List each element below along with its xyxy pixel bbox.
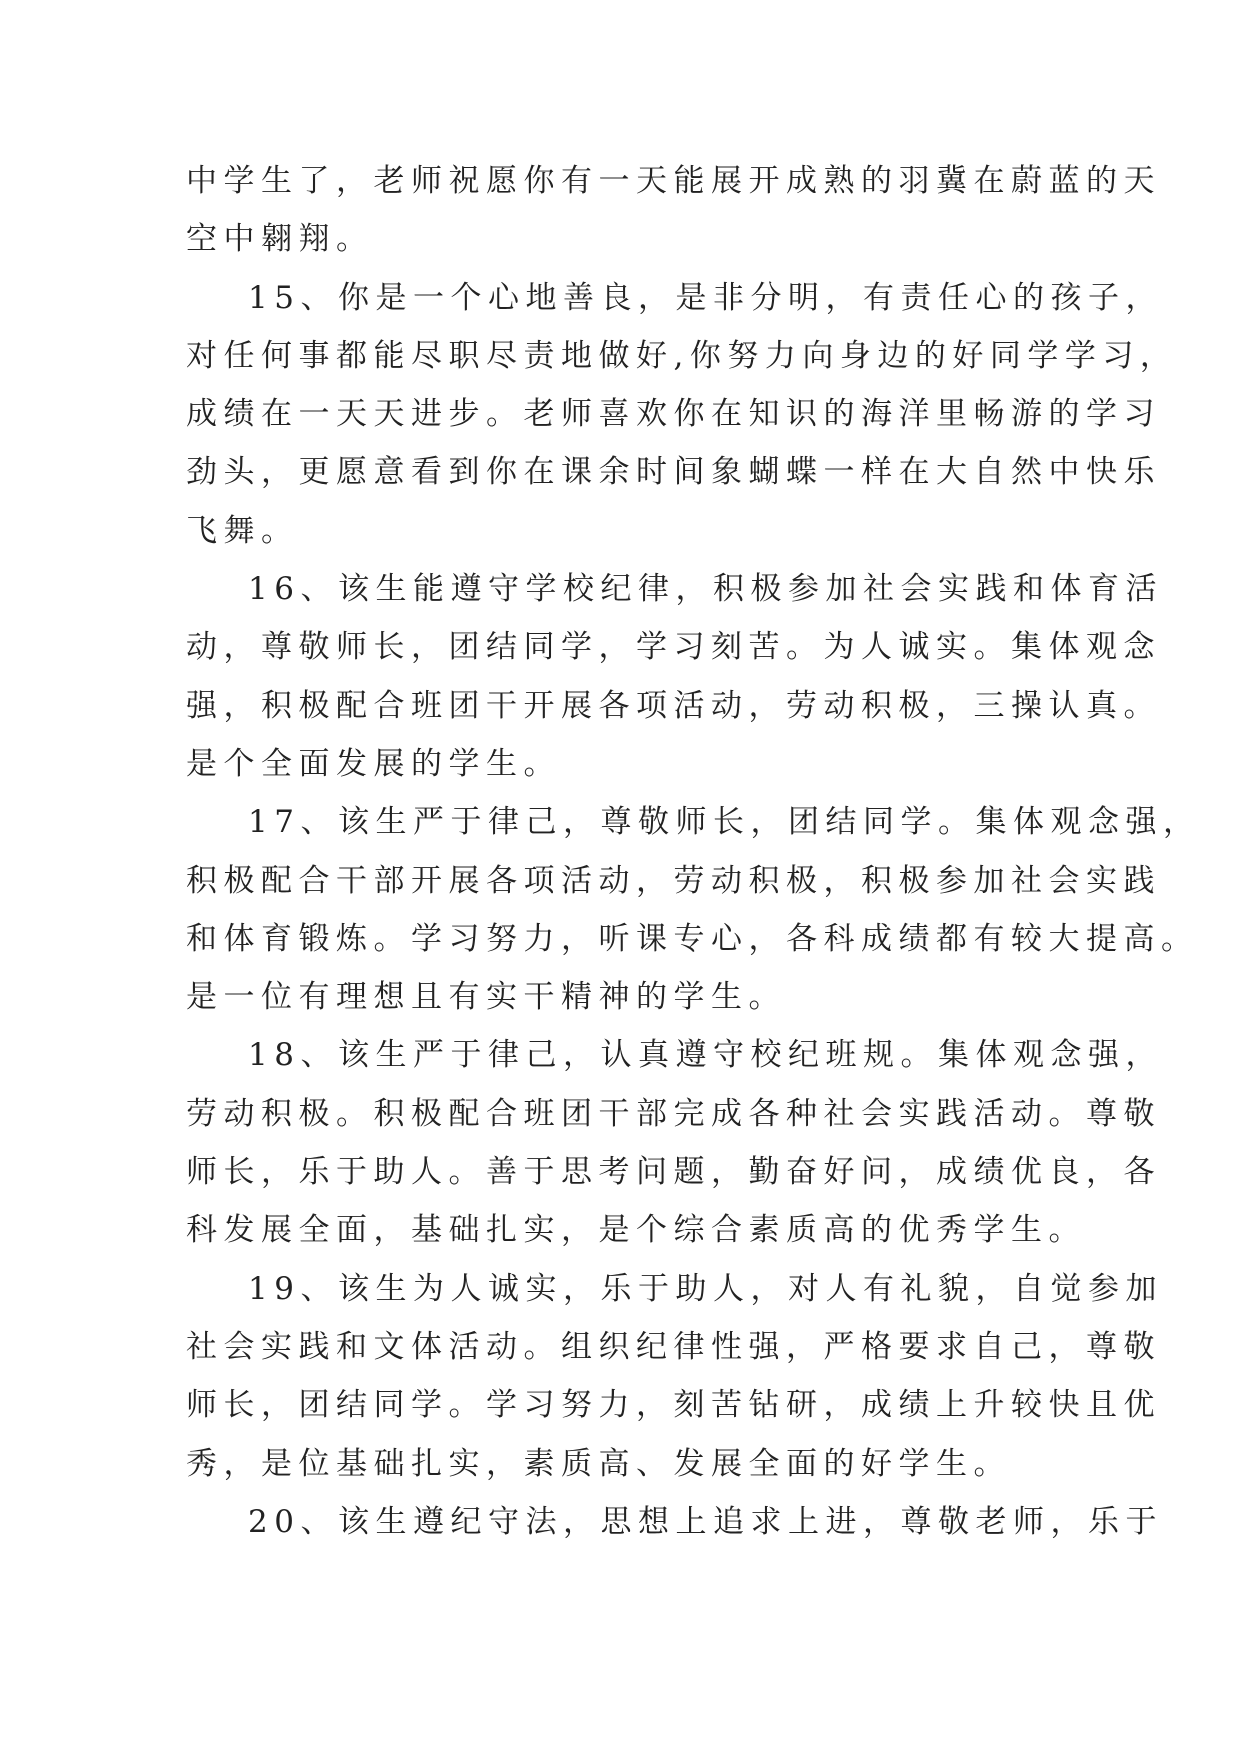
text-line: 19、该生为人诚实，乐于助人，对人有礼貌，自觉参加 [248,1270,1163,1307]
text-line: 中学生了，老师祝愿你有一天能展开成熟的羽冀在蔚蓝的天 [186,163,1161,199]
text-line: 师长，团结同学。学习努力，刻苦钻研，成绩上升较快且优 [186,1387,1161,1424]
text-line: 师长，乐于助人。善于思考问题，勤奋好问，成绩优良，各 [186,1154,1161,1191]
text-line: 秀，是位基础扎实，素质高、发展全面的好学生。 [186,1445,1011,1482]
text-line: 社会实践和文体活动。组织纪律性强，严格要求自己，尊敬 [186,1328,1161,1365]
text-line: 强，积极配合班团干开展各项活动，劳动积极，三操认真。 [186,687,1161,724]
text-line: 劲头，更愿意看到你在课余时间象蝴蝶一样在大自然中快乐 [186,454,1161,491]
text-line: 和体育锻炼。学习努力，听课专心，各科成绩都有较大提高。 [186,920,1199,957]
text-line: 劳动积极。积极配合班团干部完成各种社会实践活动。尊敬 [186,1095,1161,1132]
text-line: 15、你是一个心地善良，是非分明，有责任心的孩子， [248,279,1163,316]
text-line: 动，尊敬师长，团结同学，学习刻苦。为人诚实。集体观念 [186,629,1161,666]
text-line: 18、该生严于律己，认真遵守校纪班规。集体观念强， [248,1037,1163,1074]
text-line: 飞舞。 [186,512,299,549]
text-line: 20、该生遵纪守法，思想上追求上进，尊敬老师，乐于 [248,1503,1163,1540]
text-line: 空中翱翔。 [186,221,374,258]
text-line: 积极配合干部开展各项活动，劳动积极，积极参加社会实践 [186,862,1161,899]
document-body [186,152,1201,1551]
text-line: 成绩在一天天进步。老师喜欢你在知识的海洋里畅游的学习 [186,396,1161,433]
text-line: 是个全面发展的学生。 [186,745,561,782]
text-line: 16、该生能遵守学校纪律，积极参加社会实践和体育活 [248,571,1163,608]
text-line: 对任何事都能尽职尽责地做好,你努力向身边的好同学学习， [186,337,1178,374]
text-line: 是一位有理想且有实干精神的学生。 [186,979,786,1016]
text-line: 科发展全面，基础扎实，是个综合素质高的优秀学生。 [186,1212,1086,1249]
text-line: 17、该生严于律己，尊敬师长，团结同学。集体观念强， [248,804,1201,841]
